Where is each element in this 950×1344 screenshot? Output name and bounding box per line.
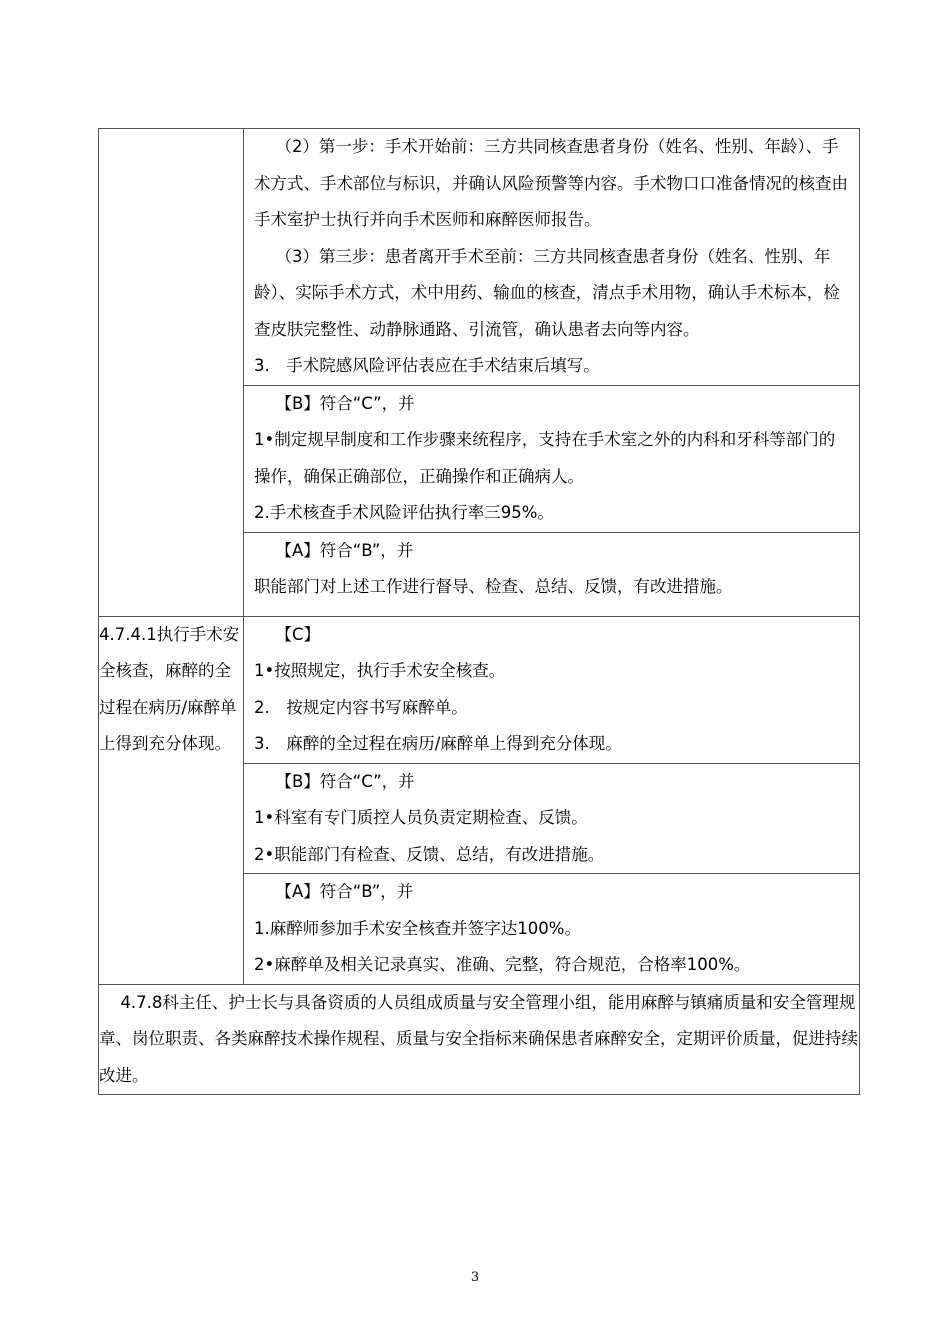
page-number: 3 bbox=[470, 1270, 480, 1285]
grade-a-heading: 【A】符合“B”，并 bbox=[275, 882, 414, 901]
grade-c-item: 3. 麻醉的全过程在病历/麻醉单上得到充分体现。 bbox=[254, 734, 622, 753]
grade-a-cell bbox=[244, 532, 860, 616]
grade-a-item: 2•麻醉单及相关记录真实、准确、完整，符合规范，合格率100%。 bbox=[254, 955, 751, 974]
grade-c-cell bbox=[244, 616, 860, 763]
grade-b-item: 2•职能部门有检查、反馈、总结，有改进措施。 bbox=[254, 844, 605, 864]
standard-478-text: 4.7.8科主任、护士长与具备资质的人员组成质量与安全管理小组，能用麻醉与镇痛质量和安全管理规章、岗位职责、各类麻醉技术操作规程、质量与安全指标来确保患者麻醉安全，定期评价质量，促进持续改进。 bbox=[99, 992, 858, 1085]
standard-label: 4.7.4.1执行手术安全核查，麻醉的全过程在病历/麻醉单上得到充分体现。 bbox=[99, 624, 240, 753]
empty-label-cell bbox=[99, 129, 244, 617]
risk-form-text: 3. 手术院感风险评估表应在手术结束后填写。 bbox=[254, 356, 600, 375]
grade-c-item: 1•按照规定，执行手术安全核查。 bbox=[254, 661, 506, 680]
grade-b-item: 1•制定规早制度和工作步骤来统程序，支持在手术室之外的内科和牙科等部门的操作，确保正确部位，正确操作和正确病人。 bbox=[254, 430, 836, 486]
step-two-text: （2）第一步：手术开始前：三方共同核查患者身份（姓名、性别、年龄）、手术方式、手术部位与标识，并确认风险预警等内容。手术物口口准备情况的核查由手术室护士执行并向手术医师和麻醉医师报告。 bbox=[254, 137, 848, 229]
grade-b-item: 1•科室有专门质控人员负责定期检查、反馈。 bbox=[254, 808, 588, 827]
table-row bbox=[99, 616, 860, 763]
grade-b-cell bbox=[244, 385, 860, 532]
standard-478-cell bbox=[99, 984, 860, 1095]
step-three-text: （3）第三步：患者离开手术至前：三方共同核查患者身份（姓名、性别、年龄）、实际手术方式，术中用药、输血的核查，清点手术用物，确认手术标本，检查皮肤完整性、动静脉通路、引流管，确认患者去向等内容。 bbox=[254, 246, 840, 339]
grade-a-item: 1.麻醉师参加手术安全核查并签字达100%。 bbox=[254, 918, 581, 938]
grade-b-heading: 【B】符合“C”，并 bbox=[275, 771, 415, 791]
table-row bbox=[99, 984, 860, 1095]
steps-cell bbox=[244, 129, 860, 386]
grade-b-heading: 【B】符合“C”，并 bbox=[275, 393, 415, 413]
grade-a-item: 职能部门对上述工作进行督导、检查、总结、反馈，有改进措施。 bbox=[254, 577, 733, 596]
standard-label-cell bbox=[99, 616, 244, 984]
grade-a-cell bbox=[244, 874, 860, 985]
standards-table bbox=[98, 128, 860, 1095]
grade-a-heading: 【A】符合“B”，并 bbox=[275, 540, 414, 560]
grade-b-item: 2.手术核查手术风险评估执行率三95%。 bbox=[254, 503, 554, 522]
grade-c-heading: 【C】 bbox=[275, 624, 320, 644]
grade-b-cell bbox=[244, 763, 860, 874]
table-row bbox=[99, 129, 860, 386]
grade-c-item: 2. 按规定内容书写麻醉单。 bbox=[254, 697, 468, 717]
